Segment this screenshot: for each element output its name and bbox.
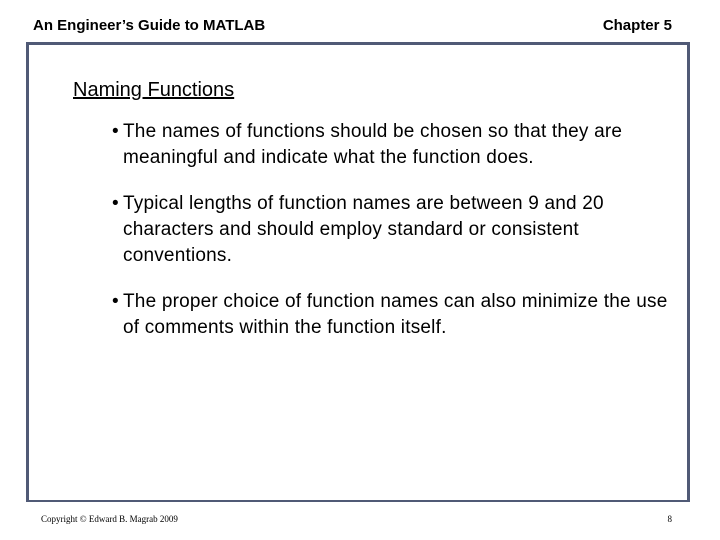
bullet-item bbox=[112, 289, 672, 341]
chapter-label: Chapter 5 bbox=[602, 17, 672, 34]
bullet-item bbox=[112, 119, 672, 171]
bullet-text: The proper choice of function names can also minimize the use of comments within the function itself. bbox=[123, 291, 668, 338]
bullet-text: The names of functions should be chosen so that they are meaningful and indicate what the function does. bbox=[123, 121, 623, 168]
book-title: An Engineer’s Guide to MATLAB bbox=[33, 17, 266, 34]
bullet-icon: • bbox=[112, 193, 119, 214]
bullet-item bbox=[112, 191, 672, 269]
bullet-text: Typical lengths of function names are between 9 and 20 characters and should employ standard or consistent conventions. bbox=[123, 193, 604, 266]
bullet-icon: • bbox=[112, 121, 119, 142]
copyright-notice: Copyright © Edward B. Magrab 2009 bbox=[41, 514, 178, 524]
bullet-list bbox=[112, 119, 672, 361]
slide-title: Naming Functions bbox=[73, 79, 235, 101]
bullet-icon: • bbox=[112, 291, 119, 312]
page-number: 8 bbox=[667, 514, 672, 524]
